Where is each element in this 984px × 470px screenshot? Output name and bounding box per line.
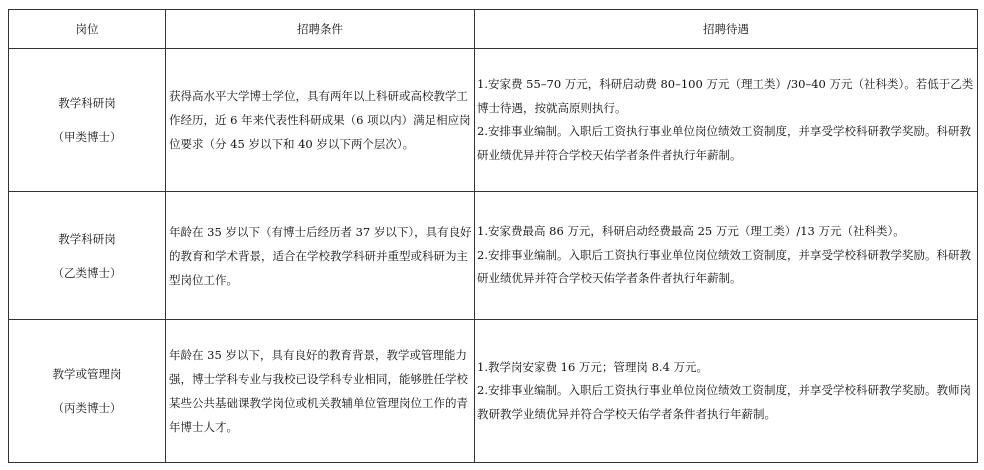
position-cell bbox=[9, 320, 166, 463]
benefit-item: 1.教学岗安家费 16 万元；管理岗 8.4 万元。 bbox=[477, 359, 709, 374]
recruitment-table bbox=[8, 9, 978, 463]
benefit-item: 2.安排事业编制。入职后工资执行事业单位岗位绩效工资制度，并享受学校科研教学奖励。教师岗教研教学业绩优异并符合学校天佑学者条件者执行年薪制。 bbox=[477, 383, 971, 421]
benefit-item: 1.安家费最高 86 万元，科研启动经费最高 25 万元（理工类）/13 万元（社科类）。 bbox=[477, 224, 905, 239]
table-header-row bbox=[9, 10, 978, 49]
benefits-cell bbox=[475, 192, 978, 320]
benefit-item: 2.安排事业编制。入职后工资执行事业单位岗位绩效工资制度，并享受学校科研教学奖励。科研教研业绩优异并符合学校天佑学者条件者执行年薪制。 bbox=[477, 247, 971, 286]
table-row bbox=[9, 192, 978, 320]
position-type: （甲类博士） bbox=[52, 130, 122, 144]
position-name: 教学或管理岗 bbox=[52, 367, 122, 381]
benefits-cell bbox=[475, 49, 978, 192]
position-type: （乙类博士） bbox=[52, 265, 122, 280]
position-name: 教学科研岗 bbox=[58, 231, 116, 246]
position-type: （丙类博士） bbox=[52, 401, 122, 415]
condition-cell: 年龄在 35 岁以下，具有良好的教育背景，教学或管理能力强，博士学科专业与我校已设学科专业相同，能够胜任学校某些公共基础课教学岗位或机关教辅单位管理岗位工作的青年博士人才。 bbox=[166, 320, 475, 463]
header-conditions: 招聘条件 bbox=[166, 10, 475, 49]
benefit-item: 1.安家费 55–70 万元，科研启动费 80–100 万元（理工类）/30–40 万元（社科类）。若低于乙类博士待遇，按就高原则执行。 bbox=[477, 77, 974, 115]
table-row bbox=[9, 320, 978, 463]
position-cell bbox=[9, 192, 166, 320]
benefits-cell bbox=[475, 320, 978, 463]
header-benefits: 招聘待遇 bbox=[475, 10, 978, 49]
position-cell bbox=[9, 49, 166, 192]
position-name: 教学科研岗 bbox=[58, 96, 116, 110]
benefit-item: 2.安排事业编制。入职后工资执行事业单位岗位绩效工资制度，并享受学校科研教学奖励。科研教研业绩优异并符合学校天佑学者条件者执行年薪制。 bbox=[477, 124, 971, 162]
condition-cell: 年龄在 35 岁以下（有博士后经历者 37 岁以下），具有良好的教育和学术背景，适合在学校教学科研并重型或科研为主型岗位工作。 bbox=[166, 192, 475, 320]
header-position: 岗位 bbox=[9, 10, 166, 49]
table-row bbox=[9, 49, 978, 192]
condition-cell: 获得高水平大学博士学位，具有两年以上科研或高校教学工作经历，近 6 年来代表性科研成果（6 项以内）满足相应岗位要求（分 45 岁以下和 40 岁以下两个层次）。 bbox=[166, 49, 475, 192]
